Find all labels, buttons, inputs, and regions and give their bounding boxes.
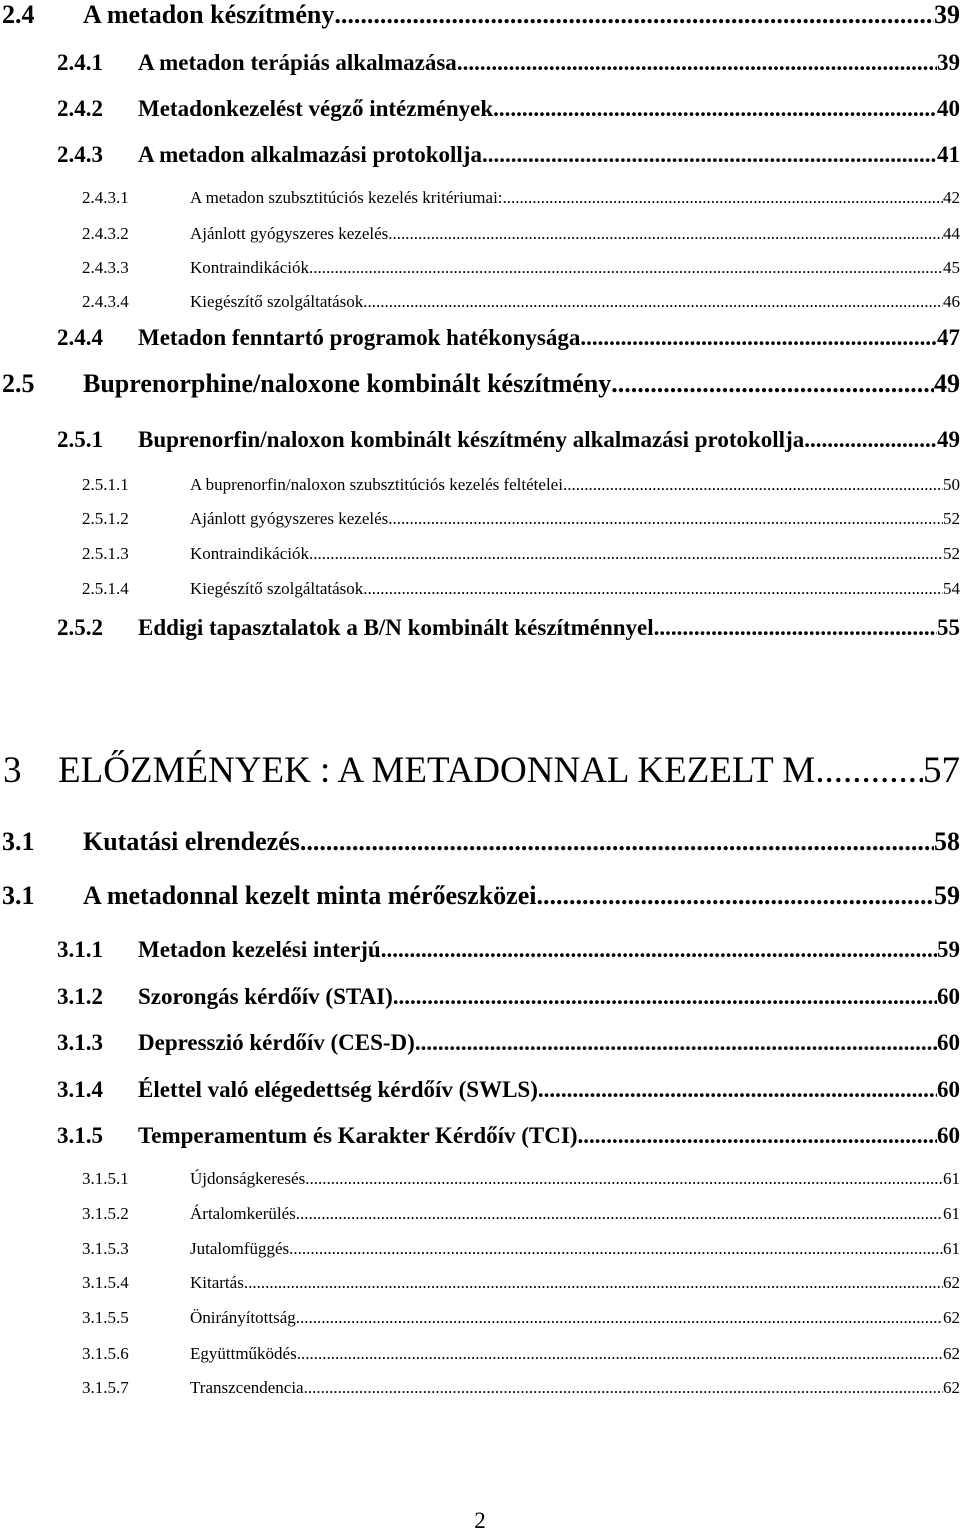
toc-entry-page: 62	[943, 1308, 960, 1327]
toc-entry-title: Buprenorphine/naloxone kombinált készítmény	[83, 369, 612, 398]
toc-entry-page: 60	[937, 1123, 960, 1148]
toc-entry-number: 3.1.5.2	[82, 1204, 129, 1223]
toc-entry-number: 2.5.1.2	[82, 509, 129, 528]
toc-entry-title: Depresszió kérdőív (CES-D)	[138, 1030, 415, 1055]
toc-leader-dots	[611, 369, 934, 399]
toc-leader-dots	[300, 827, 934, 857]
toc-leader-dots	[297, 1344, 943, 1364]
toc-entry-title: Transzcendencia	[190, 1378, 304, 1397]
toc-entry[interactable]	[57, 142, 960, 168]
toc-leader-dots	[289, 1239, 943, 1259]
toc-entry[interactable]	[82, 188, 960, 208]
toc-entry-number: 3.1.5.7	[82, 1378, 129, 1397]
toc-entry-number: 3.1.3	[57, 1030, 103, 1055]
toc-entry[interactable]	[82, 1204, 960, 1224]
toc-entry-number: 2.4.3.3	[82, 258, 129, 277]
toc-entry-title: Kitartás	[190, 1273, 244, 1292]
toc-entry[interactable]	[82, 1344, 960, 1364]
toc-entry-page: 59	[934, 881, 960, 910]
toc-entry-number: 2.4.1	[57, 50, 103, 75]
page-number: 2	[474, 1508, 486, 1533]
toc-entry-title: Jutalomfüggés	[190, 1239, 290, 1258]
toc-leader-dots	[381, 937, 937, 963]
toc-leader-dots	[309, 258, 943, 278]
toc-leader-dots	[804, 427, 937, 453]
toc-entry-page: 49	[934, 369, 960, 398]
toc-entry-title: Temperamentum és Karakter Kérdőív (TCI)	[138, 1123, 578, 1148]
toc-entry-title: Ajánlott gyógyszeres kezelés	[190, 509, 389, 528]
toc-entry[interactable]	[2, 881, 960, 911]
toc-leader-dots	[538, 1077, 937, 1103]
toc-entry[interactable]	[82, 224, 960, 244]
toc-entry-number: 3.1.2	[57, 984, 103, 1009]
toc-entry-number: 3.1.5.5	[82, 1308, 129, 1327]
toc-entry[interactable]	[57, 1123, 960, 1149]
toc-entry-page: 42	[943, 188, 960, 207]
toc-entry[interactable]	[57, 427, 960, 453]
toc-entry-number: 2.4.2	[57, 96, 103, 121]
toc-entry-title: ELŐZMÉNYEK : A METADONNAL KEZELT M.	[58, 750, 825, 791]
toc-entry-page: 45	[943, 258, 960, 277]
toc-entry-page: 52	[943, 544, 960, 563]
toc-leader-dots	[388, 224, 943, 244]
toc-leader-dots	[296, 1204, 943, 1224]
toc-entry-page: 55	[937, 615, 960, 640]
toc-leader-dots	[493, 96, 937, 122]
toc-entry[interactable]	[82, 509, 960, 529]
toc-entry[interactable]	[82, 1169, 960, 1189]
toc-entry-number: 3.1.5	[57, 1123, 103, 1148]
toc-entry-title: Szorongás kérdőív (STAI)	[138, 984, 393, 1009]
toc-leader-dots	[503, 188, 943, 208]
toc-entry-page: 62	[943, 1344, 960, 1363]
toc-entry-number: 2.5	[2, 369, 35, 398]
toc-entry-title: Kutatási elrendezés	[83, 827, 300, 856]
toc-entry[interactable]	[57, 1030, 960, 1056]
toc-entry-number: 2.4.3	[57, 142, 103, 167]
toc-entry-page: 39	[937, 50, 960, 75]
toc-leader-dots	[654, 615, 937, 641]
toc-entry-title: A metadon alkalmazási protokollja	[138, 142, 482, 167]
toc-leader-dots	[304, 1378, 943, 1398]
toc-entry[interactable]	[57, 984, 960, 1010]
toc-entry-page: 60	[937, 1077, 960, 1102]
toc-entry-title: Metadonkezelést végző intézmények	[138, 96, 494, 121]
toc-entry[interactable]	[2, 369, 960, 399]
toc-entry-title: Metadon fenntartó programok hatékonysága	[138, 325, 581, 350]
toc-entry[interactable]	[2, 827, 960, 857]
toc-entry-page: 57	[923, 750, 960, 791]
toc-entry-number: 2.5.1.4	[82, 579, 129, 598]
toc-entry-number: 2.5.1.1	[82, 475, 129, 494]
toc-entry-page: 47	[937, 325, 960, 350]
toc-entry-title: Kontraindikációk	[190, 544, 309, 563]
toc-entry[interactable]	[57, 325, 960, 351]
toc-entry-number: 3.1.4	[57, 1077, 103, 1102]
toc-entry-title: A metadon készítmény	[83, 0, 335, 29]
toc-entry-number: 3.1	[2, 881, 35, 910]
toc-entry[interactable]	[57, 96, 960, 122]
toc-entry-title: Eddigi tapasztalatok a B/N kombinált készítménnyel	[138, 615, 654, 640]
toc-entry[interactable]	[82, 258, 960, 278]
toc-entry[interactable]	[82, 1378, 960, 1398]
toc-entry-page: 59	[937, 937, 960, 962]
toc-entry-title: Újdonságkeresés	[190, 1169, 306, 1188]
toc-leader-dots	[578, 1123, 938, 1149]
toc-entry-page: 54	[943, 579, 960, 598]
toc-entry-page: 44	[943, 224, 960, 243]
toc-entry[interactable]	[57, 50, 960, 76]
toc-entry-title: Kiegészítő szolgáltatások	[190, 579, 364, 598]
toc-entry-page: 46	[943, 292, 960, 311]
toc-entry-page: 62	[943, 1273, 960, 1292]
toc-entry-page: 40	[937, 96, 960, 121]
toc-entry-page: 52	[943, 509, 960, 528]
toc-leader-dots	[824, 749, 923, 792]
toc-leader-dots	[457, 50, 937, 76]
toc-entry-number: 2.4.4	[57, 325, 103, 350]
toc-entry-title: Kontraindikációk	[190, 258, 309, 277]
toc-leader-dots	[388, 509, 943, 529]
toc-entry-page: 60	[937, 984, 960, 1009]
toc-entry[interactable]	[82, 292, 960, 312]
toc-entry-title: Ártalomkerülés	[190, 1204, 296, 1223]
toc-entry-number: 3.1.1	[57, 937, 103, 962]
toc-leader-dots	[363, 292, 943, 312]
toc-entry[interactable]	[82, 1239, 960, 1259]
toc-entry[interactable]	[82, 1308, 960, 1328]
toc-entry-number: 2.4.3.2	[82, 224, 129, 243]
toc-entry-number: 3.1.5.1	[82, 1169, 129, 1188]
toc-entry-number: 2.5.1	[57, 427, 103, 452]
toc-leader-dots	[309, 544, 943, 564]
toc-entry-page: 41	[937, 142, 960, 167]
toc-entry-number: 3	[3, 750, 22, 791]
toc-entry-title: A metadon szubsztitúciós kezelés kritériumai:	[190, 188, 503, 207]
toc-entry-page: 60	[937, 1030, 960, 1055]
toc-entry-number: 2.4.3.4	[82, 292, 129, 311]
toc-entry-title: A metadon terápiás alkalmazása	[138, 50, 457, 75]
toc-entry-title: Buprenorfin/naloxon kombinált készítmény alkalmazási protokollja	[138, 427, 805, 452]
toc-entry-title: Ajánlott gyógyszeres kezelés	[190, 224, 389, 243]
toc-leader-dots	[393, 984, 937, 1010]
toc-entry[interactable]	[82, 579, 960, 599]
toc-entry[interactable]	[57, 615, 960, 641]
toc-entry-title: Önirányítottság	[190, 1308, 296, 1327]
toc-entry[interactable]	[57, 1077, 960, 1103]
toc-entry-page: 49	[937, 427, 960, 452]
toc-leader-dots	[244, 1273, 943, 1293]
toc-entry-title: Kiegészítő szolgáltatások	[190, 292, 364, 311]
toc-entry-number: 3.1.5.6	[82, 1344, 129, 1363]
toc-entry-title: Együttműködés	[190, 1344, 297, 1363]
toc-entry-page: 58	[934, 827, 960, 856]
toc-entry-number: 2.5.1.3	[82, 544, 129, 563]
toc-entry-title: A metadonnal kezelt minta mérőeszközei	[83, 881, 537, 910]
toc-leader-dots	[536, 881, 934, 911]
toc-entry-page: 61	[943, 1239, 960, 1258]
toc-leader-dots	[563, 475, 943, 495]
toc-entry[interactable]	[57, 937, 960, 963]
toc-entry-number: 3.1	[2, 827, 35, 856]
toc-leader-dots	[334, 0, 934, 30]
toc-entry-page: 61	[943, 1204, 960, 1223]
toc-entry-title: Élettel való elégedettség kérdőív (SWLS)	[138, 1077, 538, 1102]
toc-entry-page: 39	[934, 0, 960, 29]
toc-entry[interactable]	[82, 544, 960, 564]
toc-entry-page: 62	[943, 1378, 960, 1397]
toc-entry-page: 61	[943, 1169, 960, 1188]
toc-entry-number: 3.1.5.3	[82, 1239, 129, 1258]
toc-entry-title: Metadon kezelési interjú	[138, 937, 381, 962]
toc-entry-number: 2.5.2	[57, 615, 103, 640]
toc-entry-number: 2.4.3.1	[82, 188, 129, 207]
toc-leader-dots	[415, 1030, 937, 1056]
toc-entry-title: A buprenorfin/naloxon szubsztitúciós kezelés feltételei	[190, 475, 563, 494]
toc-entry[interactable]	[2, 0, 960, 30]
toc-leader-dots	[305, 1169, 943, 1189]
toc-leader-dots	[296, 1308, 943, 1328]
toc-leader-dots	[580, 325, 937, 351]
toc-leader-dots	[363, 579, 943, 599]
toc-entry[interactable]	[82, 475, 960, 495]
toc-entry-page: 50	[943, 475, 960, 494]
toc-leader-dots	[482, 142, 937, 168]
toc-entry-number: 3.1.5.4	[82, 1273, 129, 1292]
toc-entry-number: 2.4	[2, 0, 35, 29]
toc-entry[interactable]	[3, 749, 960, 792]
toc-entry[interactable]	[82, 1273, 960, 1293]
